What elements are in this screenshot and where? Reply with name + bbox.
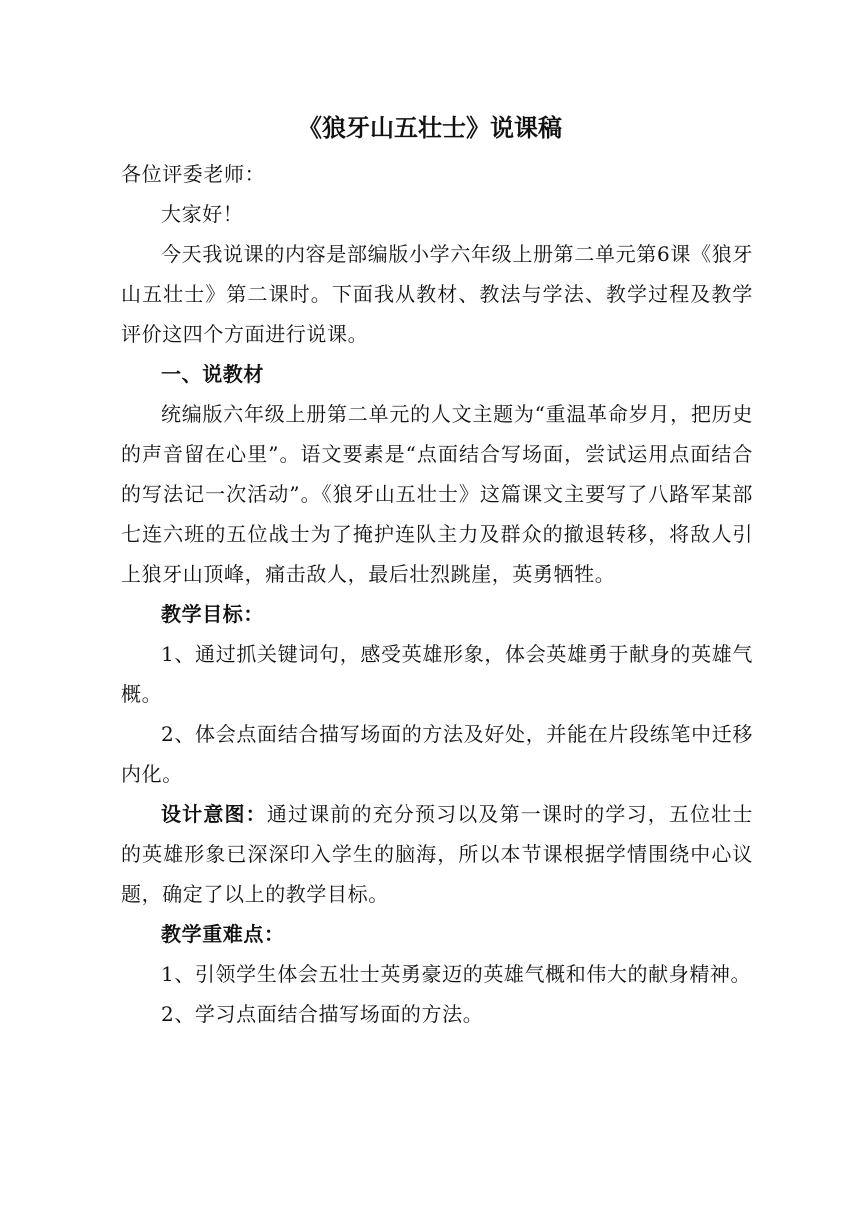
- teaching-goal-1: 1、通过抓关键词句，感受英雄形象，体会英雄勇于献身的英雄气概。: [121, 642, 753, 706]
- design-intent-paragraph: [121, 794, 753, 914]
- greeting: 大家好！: [161, 202, 244, 226]
- design-intent-text: 通过课前的充分预习以及第一课时的学习，五位壮士的英雄形象已深深印入学生的脑海，所以本节课根据学情围绕中心议题，确定了以上的教学目标。: [121, 802, 753, 906]
- teaching-goals-heading: 教学目标：: [161, 602, 264, 626]
- key-points-heading: 教学重难点：: [161, 922, 285, 946]
- salutation: 各位评委老师：: [121, 162, 266, 186]
- design-intent-label: 设计意图：: [161, 802, 267, 826]
- teaching-goal-2: 2、体会点面结合描写场面的方法及好处，并能在片段练笔中迁移内化。: [121, 722, 753, 786]
- document-title: 《狼牙山五壮士》说课稿: [298, 113, 562, 142]
- key-point-1: 1、引领学生体会五壮士英勇豪迈的英雄气概和伟大的献身精神。: [161, 962, 752, 986]
- intro-paragraph: 今天我说课的内容是部编版小学六年级上册第二单元第6课《狼牙山五壮士》第二课时。下面我从教材、教法与学法、教学过程及教学评价这四个方面进行说课。: [121, 242, 753, 346]
- teaching-material-paragraph: 统编版六年级上册第二单元的人文主题为“重温革命岁月，把历史的声音留在心里”。语文要素是“点面结合写场面，尝试运用点面结合的写法记一次活动”。《狼牙山五壮士》这篇课文主要写了八路军某部七连六班的五位战士为了掩护连队主力及群众的撤退转移，将敌人引上狼牙山顶峰，痛击敌人，最后壮烈跳崖，英勇牺牲。: [121, 402, 753, 586]
- document-body: [121, 154, 753, 1034]
- section-heading-teaching-material: 一、说教材: [161, 362, 264, 386]
- key-point-2: 2、学习点面结合描写场面的方法。: [161, 1002, 484, 1026]
